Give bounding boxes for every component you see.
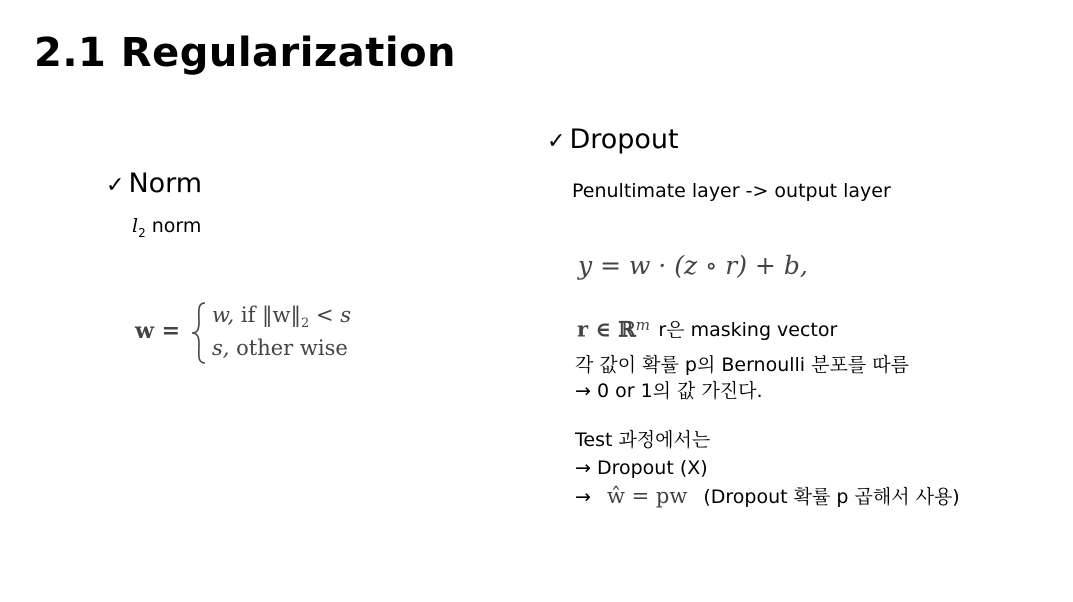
r-desc: r은 masking vector [658,319,838,342]
check-icon: ✓ [106,173,125,198]
norm-subheading-text: norm [151,215,202,237]
scale-note: (Dropout 확률 p 곱해서 사용) [703,486,960,508]
l2-subscript: 2 [138,225,146,240]
scale-formula: ŵ = pw [606,484,688,508]
norm-case-1 [212,303,351,331]
arrow-scale-line [575,483,960,511]
r-definition [577,316,837,344]
norm-heading-label: Norm [128,168,203,199]
dropout-formula: y = w · (z ∘ r) + b, [578,251,808,280]
case2-cond: other wise [236,336,348,360]
arrow-value-line: → 0 or 1의 값 가진다. [575,380,763,402]
dropout-heading [547,124,679,155]
norm-formula-lhs [135,318,180,344]
left-brace-icon [190,300,208,366]
check-icon: ✓ [547,129,566,154]
test-line: Test 과정에서는 [575,429,711,451]
arrow-prefix: → [575,486,591,508]
slide-title: 2.1 Regularization [34,30,457,76]
case1-rhs: < s [315,303,352,327]
norm-heading [106,168,202,199]
r-formula: r ∈ ℝ [577,316,636,342]
bernoulli-line: 각 값이 확률 p의 Bernoulli 분포를 따름 [575,354,909,376]
dropout-heading-label: Dropout [569,124,679,155]
r-sup: m [635,316,650,334]
case2-var: s, [212,336,230,360]
norm-subheading [132,213,201,247]
norm-lhs: w = [135,318,181,344]
case1-cond: if ‖w‖ [240,303,301,327]
dropout-description: Penultimate layer -> output layer [572,180,891,202]
case1-sub: 2 [301,316,310,332]
norm-case-2 [212,336,348,360]
arrow-dropout-line: → Dropout (X) [575,457,708,479]
case1-var: w, [212,303,235,327]
l2-symbol: l [132,215,139,237]
